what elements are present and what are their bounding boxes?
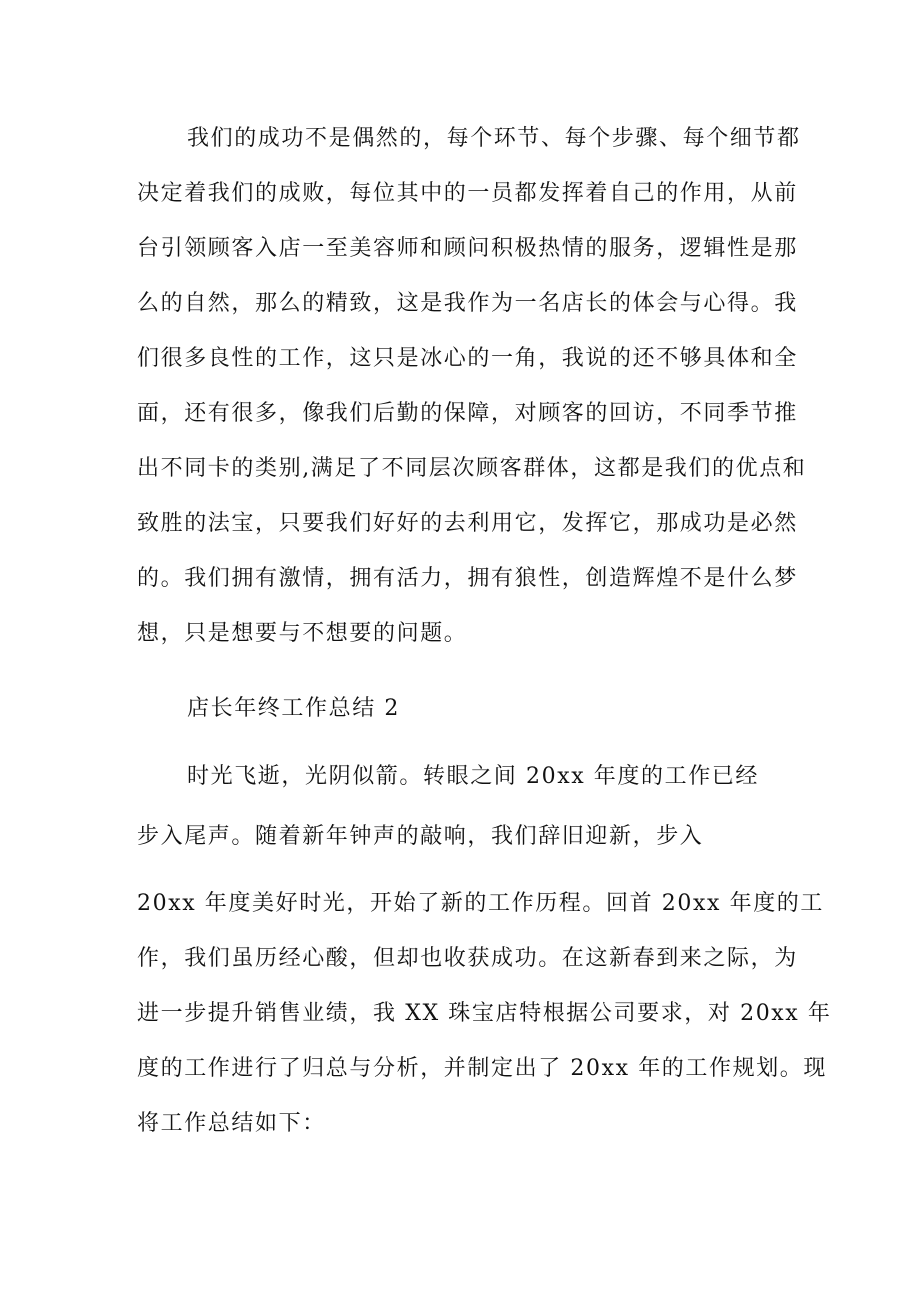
paragraph-1-line-2: 决定着我们的成败，每位其中的一员都发挥着自己的作用，从前	[137, 181, 798, 206]
paragraph-2-line-7: 将工作总结如下：	[137, 1111, 326, 1136]
paragraph-2-line-4: 作，我们虽历经心酸，但却也收获成功。在这新春到来之际，为	[137, 946, 798, 971]
paragraph-1-line-9: 的。我们拥有激情，拥有活力，拥有狼性，创造辉煌不是什么梦	[137, 566, 798, 591]
paragraph-2-line-6: 度的工作进行了归总与分析，并制定出了 20xx 年的工作规划。现	[137, 1056, 827, 1081]
paragraph-1-line-3: 台引领顾客入店一至美容师和顾问积极热情的服务，逻辑性是那	[137, 236, 798, 261]
paragraph-1-line-8: 致胜的法宝，只要我们好好的去利用它，发挥它，那成功是必然	[137, 511, 798, 536]
paragraph-2-line-3: 20xx 年度美好时光，开始了新的工作历程。回首 20xx 年度的工	[137, 891, 824, 916]
paragraph-1-line-1: 我们的成功不是偶然的，每个环节、每个步骤、每个细节都	[187, 126, 801, 151]
section-heading: 店长年终工作总结 2	[187, 696, 400, 721]
paragraph-1-line-7: 出不同卡的类别,满足了不同层次顾客群体，这都是我们的优点和	[137, 456, 807, 481]
paragraph-2-line-5: 进一步提升销售业绩，我 XX 珠宝店特根据公司要求，对 20xx 年	[137, 1001, 832, 1026]
paragraph-2-line-1: 时光飞逝，光阴似箭。转眼之间 20xx 年度的工作已经	[187, 764, 759, 789]
paragraph-1-line-6: 面，还有很多，像我们后勤的保障，对顾客的回访，不同季节推	[137, 401, 798, 426]
paragraph-1-line-5: 们很多良性的工作，这只是冰心的一角，我说的还不够具体和全	[137, 346, 798, 371]
paragraph-1-line-10: 想，只是想要与不想要的问题。	[137, 621, 468, 646]
paragraph-1-line-4: 么的自然，那么的精致，这是我作为一名店长的体会与心得。我	[137, 291, 798, 316]
paragraph-2-line-2: 步入尾声。随着新年钟声的敲响，我们辞旧迎新，步入	[137, 824, 704, 849]
